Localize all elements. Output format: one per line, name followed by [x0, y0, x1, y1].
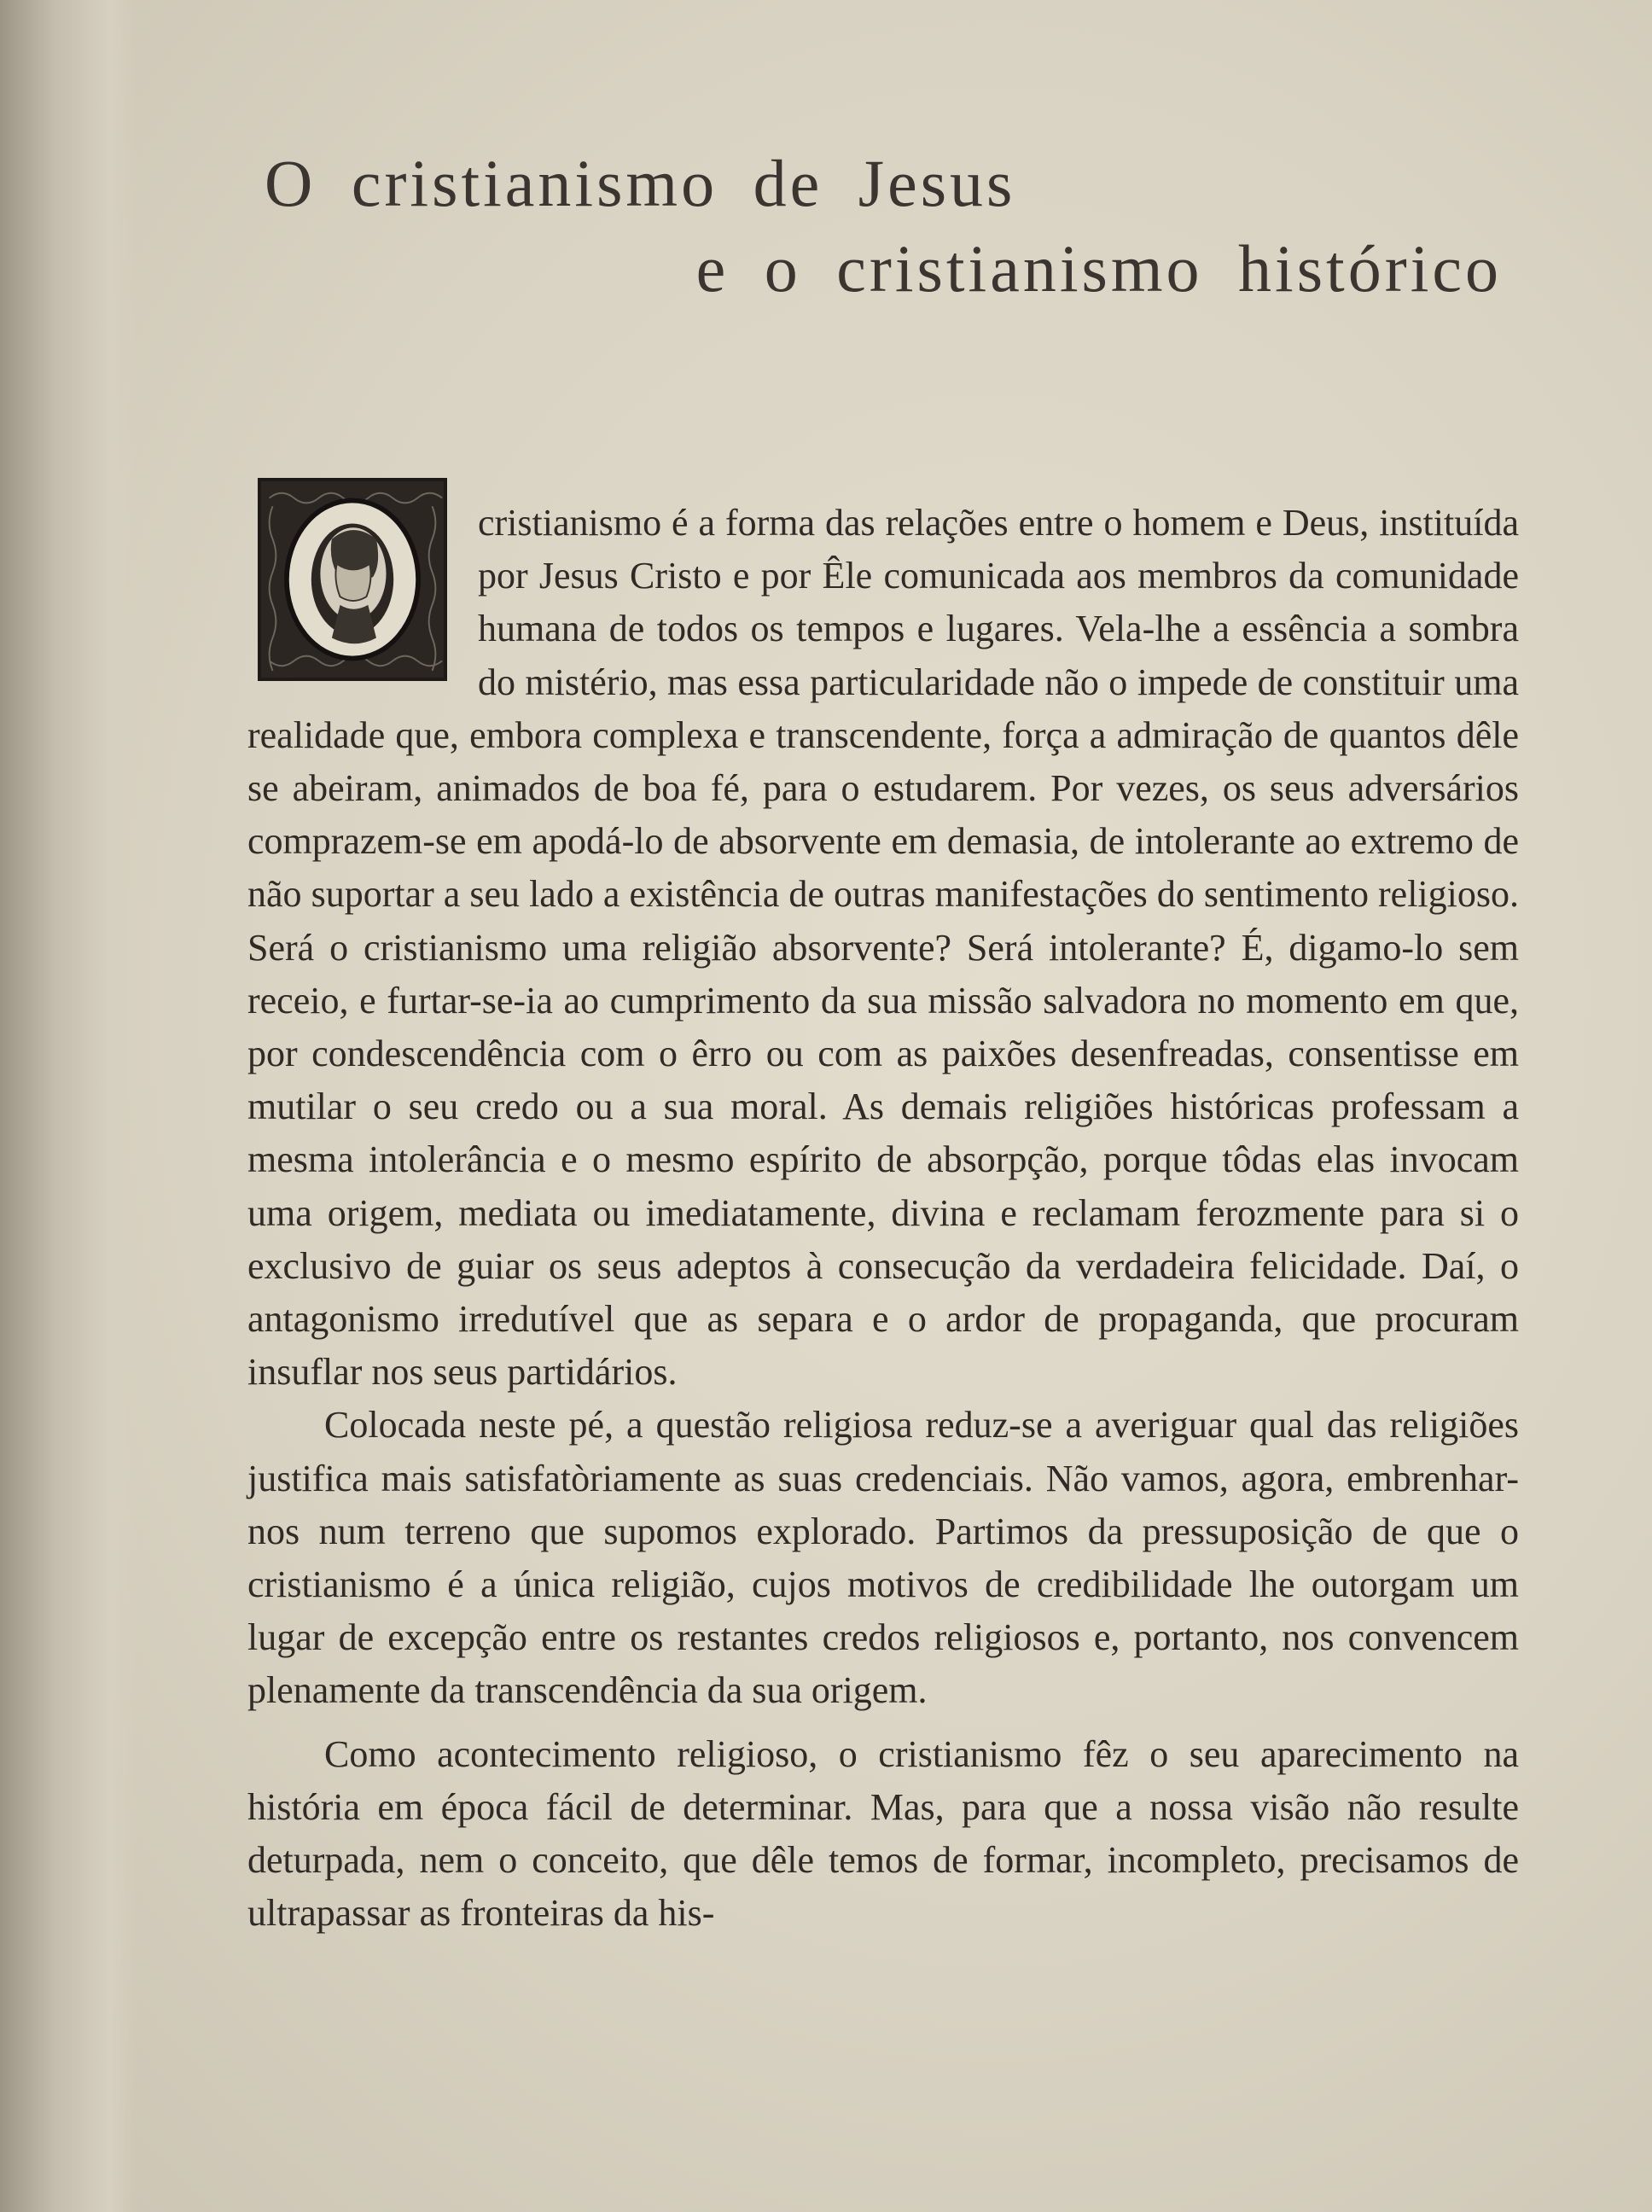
- paragraph-3: Como acontecimento religioso, o cristianismo fêz o seu aparecimento na história em época fácil de determinar. Mas, para que a nossa visão não resulte deturpada, nem o conceito, que dêle temos de formar, incompleto, precisamos de ultrapassar as fronteiras da his-: [247, 1732, 1519, 1935]
- dropcap-spacer: [247, 497, 478, 698]
- chapter-title: [256, 128, 1502, 324]
- paragraph-2: Colocada neste pé, a questão religiosa reduz-se a averiguar qual das religiões justifica mais satisfatòriamente as suas credenciais. Não vamos, agora, embrenhar-nos num terreno que supomos explorado. Partimos da pressuposição de que o cristianismo é a única religião, cujos motivos de credibilidade lhe outorgam um lugar de excepção entre os restantes credos religiosos e, portanto, nos convencem plenamente da transcendência da sua origem.: [247, 1404, 1519, 1712]
- chapter-title-line-1: O cristianismo de Jesus: [265, 146, 1016, 220]
- chapter-title-line-2: e o cristianismo histórico: [695, 231, 1502, 306]
- spine-shadow: [0, 0, 137, 2212]
- paragraph-1: cristianismo é a forma das relações entre o homem e Deus, instituída por Jesus Cristo e por Êle comunicada aos membros da comunidade humana de todos os tempos e lugares. Vela-lhe a essência a sombra do mistério, mas essa particularidade não o impede de constituir uma realidade que, embora complexa e transcendente, força a admiração de quantos dêle se abeiram, animados de boa fé, para o estudarem. Por vezes, os seus adversários comprazem-se em apodá-lo de absorvente em demasia, de intolerante ao extremo de não suportar a seu lado a existência de outras manifestações do sentimento religioso. Será o cristianismo uma religião absorvente? Será intolerante? É, digamo-lo sem receio, e furtar-se-ia ao cumprimento da sua missão salvadora no momento em que, por condescendência com o êrro ou com as paixões desenfreadas, consentisse em mutilar o seu credo ou a sua moral. As demais religiões históricas professam a mesma intolerância e o mesmo espírito de absorpção, porque tôdas elas invocam uma origem, mediata ou imediatamente, divina e reclamam ferozmente para si o exclusivo de guiar os seus adeptos à consecução da verdadeira felicidade. Daí, o antagonismo irredutível que as separa e o ardor de propaganda, que procuram insuflar nos seus partidários.: [247, 502, 1519, 1394]
- body-text: [247, 497, 1519, 1940]
